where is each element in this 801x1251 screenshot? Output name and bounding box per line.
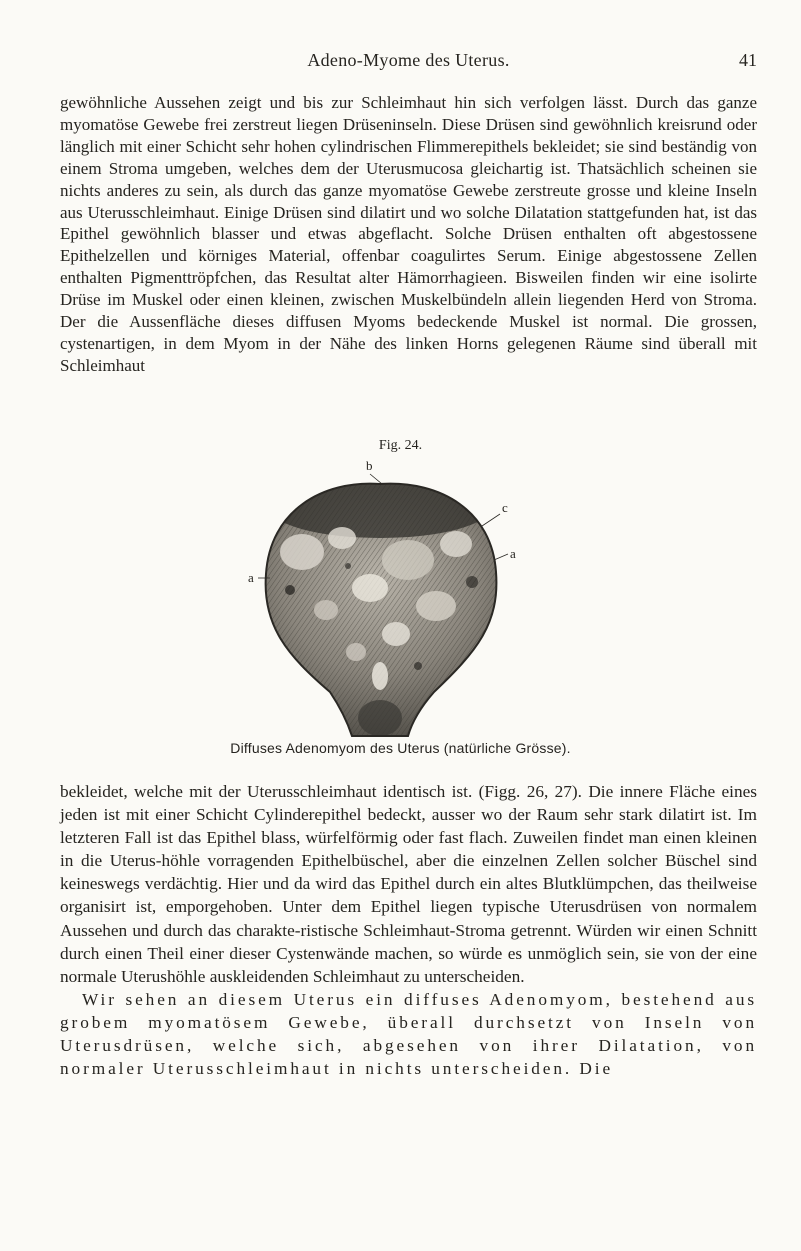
figure-marker-b: b <box>366 458 373 473</box>
uterus-section-engraving <box>230 456 530 746</box>
figure-marker-a-right: a <box>510 546 516 561</box>
running-head <box>60 50 757 74</box>
figure-marker-c: c <box>502 500 508 515</box>
figure-illustration <box>230 456 530 746</box>
figure-marker-a-left: a <box>248 570 254 585</box>
paragraph-cyst-walls: bekleidet, welche mit der Uterusschleimhaut identisch ist. (Figg. 26, 27). Die innere Fläche eines jeden ist mit einer Schicht Cylinderepithel bedeckt, ausser wo der Raum sehr stark dilatirt ist. Im letzteren Fall ist das Epithel blass, würfelförmig oder fast flach. Zuweilen findet man einen kleinen in die Uterus-höhle vorragenden Epithelbüschel, aber die einzelnen Zellen solcher Büschel sind keineswegs verdächtig. Hier und da wird das Epithel durch ein altes Blutklümpchen, das theilweise organisirt ist, emporgehoben. Unter dem Epithel liegen typische Uterusdrüsen von normalem Aussehen und durch das charakte-ristische Schleimhaut-Stroma getrennt. Würden wir einen Schnitt durch einen Theil einer dieser Cystenwände machen, so würde es unmöglich sein, sie von der eine normale Uterushöhle auskleidenden Schleimhaut zu unterscheiden. <box>60 782 757 986</box>
body-text-bottom <box>60 780 757 1080</box>
paragraph-continuation: gewöhnliche Aussehen zeigt und bis zur Schleimhaut hin sich verfolgen lässt. Durch das ganze myomatöse Gewebe frei zerstreut liegen Drüseninseln. Diese Drüsen sind gewöhnlich kreisrund oder länglich mit einer Schicht sehr hohen cylindrischen Flimmerepithels bekleidet; sie sind beständig von einem Stroma umgeben, welches dem der Uterusmucosa gleichartig ist. Thatsächlich scheinen sie nichts anderes zu sein, als durch das ganze myomatöse Gewebe zerstreute grosse und kleine Inseln aus Uterusschleimhaut. Einige Drüsen sind dilatirt und wo solche Dilatation stattgefunden hat, ist das Epithel gewöhnlich blasser und etwas abgeflacht. Solche Drüsen enthalten oft abgestossene Epithelzellen und körniges Material, offenbar coagulirtes Serum. Einige abgestossene Zellen enthalten Pigmenttröpfchen, das Resultat alter Hämorrhagieen. Bisweilen finden wir eine isolirte Drüse im Muskel oder einen kleinen, zwischen Muskelbündeln allein liegenden Herd von Stroma. Der die Aussenfläche dieses diffusen Myoms bedeckende Muskel ist normal. Die grossen, cystenartigen, in dem Myom in der Nähe des linken Horns gelegenen Räume sind überall mit Schleimhaut <box>60 93 757 375</box>
figure-caption: Diffuses Adenomyom des Uterus (natürliche Grösse). <box>230 740 571 756</box>
body-text-top <box>60 92 757 377</box>
running-title: Adeno-Myome des Uterus. <box>307 50 510 70</box>
paragraph-summary: Wir sehen an diesem Uterus ein diffuses Adenomyom, bestehend aus grobem myomatösem Gewebe, überall durchsetzt von Inseln von Uterusdrüsen, welche sich, abgesehen von ihrer Dilatation, von normaler Uterusschleimhaut in nichts unterscheiden. Die <box>60 989 757 1079</box>
page-number: 41 <box>739 50 757 70</box>
figure-label: Fig. 24. <box>378 438 423 453</box>
